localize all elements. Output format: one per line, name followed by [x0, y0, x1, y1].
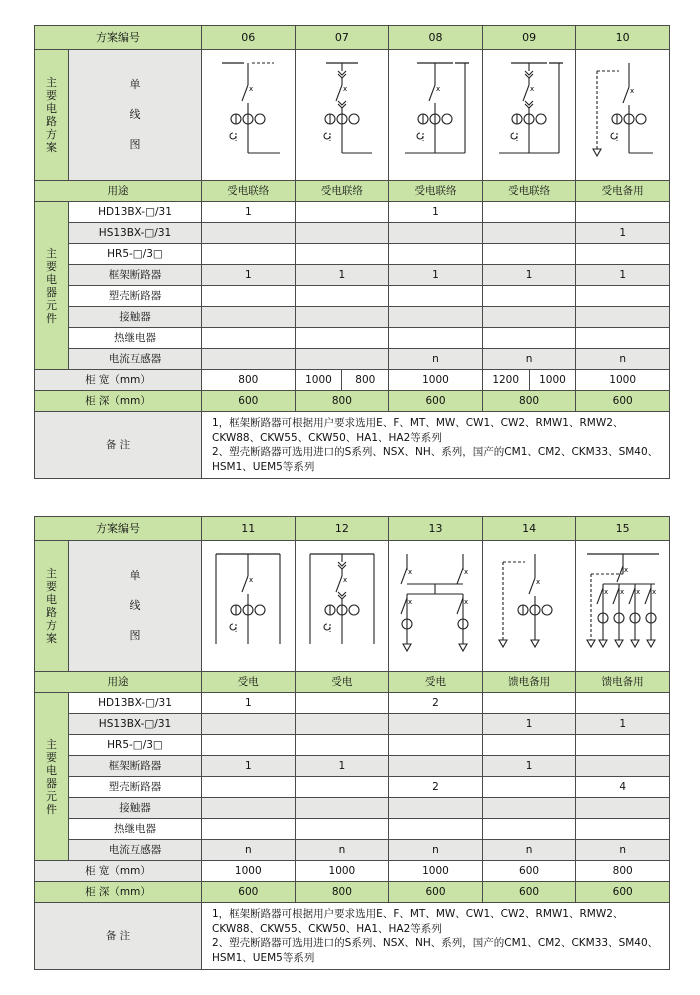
svg-text:x: x: [408, 568, 413, 576]
usage-value: 受电联络: [295, 181, 389, 202]
single-line-diagram: [202, 541, 296, 672]
component-name: HR5-□/3□: [69, 244, 202, 265]
component-qty: [482, 777, 576, 798]
component-name: HS13BX-□/31: [69, 714, 202, 735]
component-qty: [576, 798, 670, 819]
component-qty: 1: [389, 202, 483, 223]
svg-text:x: x: [536, 578, 541, 586]
component-qty: [295, 223, 389, 244]
component-qty: [202, 819, 296, 840]
cabinet-width: 800: [576, 861, 670, 882]
scheme-number-label: 方案编号: [35, 26, 202, 50]
component-qty: [295, 307, 389, 328]
component-qty: [389, 714, 483, 735]
component-qty: 1: [482, 714, 576, 735]
usage-value: 受电: [202, 672, 296, 693]
component-qty: [576, 286, 670, 307]
component-name: 电流互感器: [69, 349, 202, 370]
scheme-table-2: [34, 516, 670, 970]
component-qty: [202, 735, 296, 756]
component-qty: 1: [295, 265, 389, 286]
component-qty: n: [576, 840, 670, 861]
component-qty: [576, 756, 670, 777]
component-qty: [482, 223, 576, 244]
single-line-diagram: [482, 50, 576, 181]
cabinet-width: 1000: [576, 370, 670, 391]
component-qty: [295, 349, 389, 370]
svg-text:x: x: [464, 568, 469, 576]
component-qty: [202, 307, 296, 328]
cabinet-depth: 800: [482, 391, 576, 412]
svg-text:x: x: [249, 85, 254, 93]
component-qty: [202, 349, 296, 370]
scheme-number: 10: [576, 26, 670, 50]
component-qty: [482, 735, 576, 756]
single-line-label: 单 线 图: [69, 50, 202, 181]
usage-value: 受电: [389, 672, 483, 693]
svg-text:x: x: [249, 576, 254, 584]
component-qty: [576, 328, 670, 349]
component-qty: [576, 819, 670, 840]
component-name: 塑壳断路器: [69, 777, 202, 798]
scheme-number: 15: [576, 517, 670, 541]
component-qty: [202, 223, 296, 244]
component-qty: [576, 202, 670, 223]
component-qty: [295, 714, 389, 735]
component-qty: [202, 777, 296, 798]
component-qty: [295, 819, 389, 840]
component-qty: [576, 244, 670, 265]
component-qty: 1: [482, 756, 576, 777]
component-qty: 2: [389, 693, 483, 714]
component-qty: 1: [202, 756, 296, 777]
component-qty: [295, 202, 389, 223]
usage-label: 用途: [35, 181, 202, 202]
usage-value: 受电备用: [576, 181, 670, 202]
component-qty: 4: [576, 777, 670, 798]
single-line-diagram: [202, 50, 296, 181]
component-qty: [576, 693, 670, 714]
component-qty: [295, 798, 389, 819]
component-qty: [482, 798, 576, 819]
cabinet-width-label: 柜 宽（mm）: [35, 370, 202, 391]
cabinet-width: 1000: [389, 861, 483, 882]
component-qty: [576, 735, 670, 756]
component-qty: 1: [576, 223, 670, 244]
svg-text:x: x: [603, 588, 608, 596]
cabinet-width: 1200 1000: [482, 370, 576, 391]
svg-text:x: x: [623, 566, 628, 574]
component-qty: n: [295, 840, 389, 861]
component-name: 热继电器: [69, 819, 202, 840]
scheme-number: 12: [295, 517, 389, 541]
scheme-number: 14: [482, 517, 576, 541]
svg-text:x: x: [436, 85, 441, 93]
component-qty: [202, 798, 296, 819]
component-name: 接触器: [69, 798, 202, 819]
scheme-number: 08: [389, 26, 483, 50]
component-name: 接触器: [69, 307, 202, 328]
component-name: HD13BX-□/31: [69, 202, 202, 223]
component-qty: [389, 244, 483, 265]
cabinet-width: 1000: [202, 861, 296, 882]
notes-text: 1，框架断路器可根据用户要求选用E、F、MT、MW、CW1、CW2、RMW1、RMW2、CKW88、CKW55、CKW50、HA1、HA2等系列 2、塑壳断路器可选用进口的S系列、NSX、NH、系列，国产的CM1、CM2、CKM33、SM40、HSM1、UEM5等系列: [202, 903, 670, 970]
component-name: HD13BX-□/31: [69, 693, 202, 714]
component-qty: [482, 202, 576, 223]
cabinet-depth-label: 柜 深（mm）: [35, 391, 202, 412]
cabinet-depth-label: 柜 深（mm）: [35, 882, 202, 903]
component-qty: [295, 777, 389, 798]
svg-text:x: x: [530, 85, 535, 93]
component-qty: [202, 244, 296, 265]
component-qty: [295, 286, 389, 307]
scheme-number: 06: [202, 26, 296, 50]
usage-value: 馈电备用: [576, 672, 670, 693]
single-line-diagram: [295, 50, 389, 181]
main-circuit-label: 主 要 电 路 方 案: [35, 50, 69, 181]
component-qty: 1: [576, 714, 670, 735]
component-qty: n: [482, 840, 576, 861]
usage-value: 馈电备用: [482, 672, 576, 693]
cabinet-width: 1000: [389, 370, 483, 391]
cabinet-depth: 600: [389, 882, 483, 903]
main-circuit-label: 主 要 电 路 方 案: [35, 541, 69, 672]
svg-text:x: x: [651, 588, 656, 596]
component-qty: 1: [295, 756, 389, 777]
component-qty: n: [482, 349, 576, 370]
cabinet-width: 800: [202, 370, 296, 391]
svg-text:x: x: [408, 598, 413, 606]
cabinet-depth: 600: [482, 882, 576, 903]
component-qty: [576, 307, 670, 328]
usage-value: 受电: [295, 672, 389, 693]
component-name: 热继电器: [69, 328, 202, 349]
scheme-number: 09: [482, 26, 576, 50]
component-qty: [482, 819, 576, 840]
svg-text:x: x: [635, 588, 640, 596]
component-name: 框架断路器: [69, 265, 202, 286]
component-qty: [482, 244, 576, 265]
cabinet-depth: 600: [202, 882, 296, 903]
component-qty: 1: [482, 265, 576, 286]
component-qty: [389, 798, 483, 819]
svg-text:x: x: [629, 87, 634, 95]
notes-label: 备 注: [35, 412, 202, 479]
component-qty: [389, 756, 483, 777]
scheme-number-label: 方案编号: [35, 517, 202, 541]
usage-label: 用途: [35, 672, 202, 693]
cabinet-depth: 600: [389, 391, 483, 412]
component-qty: n: [389, 349, 483, 370]
component-qty: [482, 328, 576, 349]
component-qty: n: [389, 840, 483, 861]
component-qty: [295, 735, 389, 756]
cabinet-depth: 800: [295, 882, 389, 903]
single-line-diagram: [576, 50, 670, 181]
component-qty: [389, 223, 483, 244]
components-label: 主 要 电 器 元 件: [35, 693, 69, 861]
scheme-table-1: [34, 25, 670, 479]
component-qty: 1: [202, 693, 296, 714]
usage-value: 受电联络: [482, 181, 576, 202]
usage-value: 受电联络: [389, 181, 483, 202]
cabinet-width: 1000 800: [295, 370, 389, 391]
svg-text:x: x: [464, 598, 469, 606]
component-name: 电流互感器: [69, 840, 202, 861]
cabinet-width: 1000: [295, 861, 389, 882]
single-line-diagram: [389, 50, 483, 181]
cabinet-width-label: 柜 宽（mm）: [35, 861, 202, 882]
component-qty: 1: [202, 202, 296, 223]
single-line-diagram: [576, 541, 670, 672]
component-name: HR5-□/3□: [69, 735, 202, 756]
svg-text:x: x: [619, 588, 624, 596]
cabinet-depth: 600: [202, 391, 296, 412]
single-line-label: 单 线 图: [69, 541, 202, 672]
component-qty: [482, 286, 576, 307]
notes-text: 1，框架断路器可根据用户要求选用E、F、MT、MW、CW1、CW2、RMW1、RMW2、CKW88、CKW55、CKW50、HA1、HA2等系列 2、塑壳断路器可选用进口的S系列、NSX、NH、系列，国产的CM1、CM2、CKM33、SM40、HSM1、UEM5等系列: [202, 412, 670, 479]
component-qty: [389, 328, 483, 349]
single-line-diagram: [389, 541, 483, 672]
component-qty: 2: [389, 777, 483, 798]
cabinet-width: 600: [482, 861, 576, 882]
component-qty: [482, 693, 576, 714]
notes-label: 备 注: [35, 903, 202, 970]
component-name: 框架断路器: [69, 756, 202, 777]
component-qty: [295, 244, 389, 265]
component-qty: [202, 328, 296, 349]
component-qty: [389, 819, 483, 840]
component-qty: [389, 286, 483, 307]
cabinet-depth: 800: [295, 391, 389, 412]
component-qty: [389, 307, 483, 328]
component-qty: 1: [389, 265, 483, 286]
scheme-number: 13: [389, 517, 483, 541]
cabinet-depth: 600: [576, 391, 670, 412]
components-label: 主 要 电 器 元 件: [35, 202, 69, 370]
svg-text:x: x: [342, 85, 348, 93]
component-qty: [389, 735, 483, 756]
component-qty: n: [202, 840, 296, 861]
single-line-diagram: [482, 541, 576, 672]
component-qty: [202, 286, 296, 307]
component-qty: 1: [202, 265, 296, 286]
component-qty: [202, 714, 296, 735]
component-qty: n: [576, 349, 670, 370]
component-qty: 1: [576, 265, 670, 286]
usage-value: 受电联络: [202, 181, 296, 202]
scheme-number: 07: [295, 26, 389, 50]
component-qty: [295, 693, 389, 714]
component-qty: [295, 328, 389, 349]
cabinet-depth: 600: [576, 882, 670, 903]
single-line-diagram: [295, 541, 389, 672]
component-qty: [482, 307, 576, 328]
svg-text:x: x: [342, 576, 348, 584]
scheme-number: 11: [202, 517, 296, 541]
component-name: HS13BX-□/31: [69, 223, 202, 244]
component-name: 塑壳断路器: [69, 286, 202, 307]
